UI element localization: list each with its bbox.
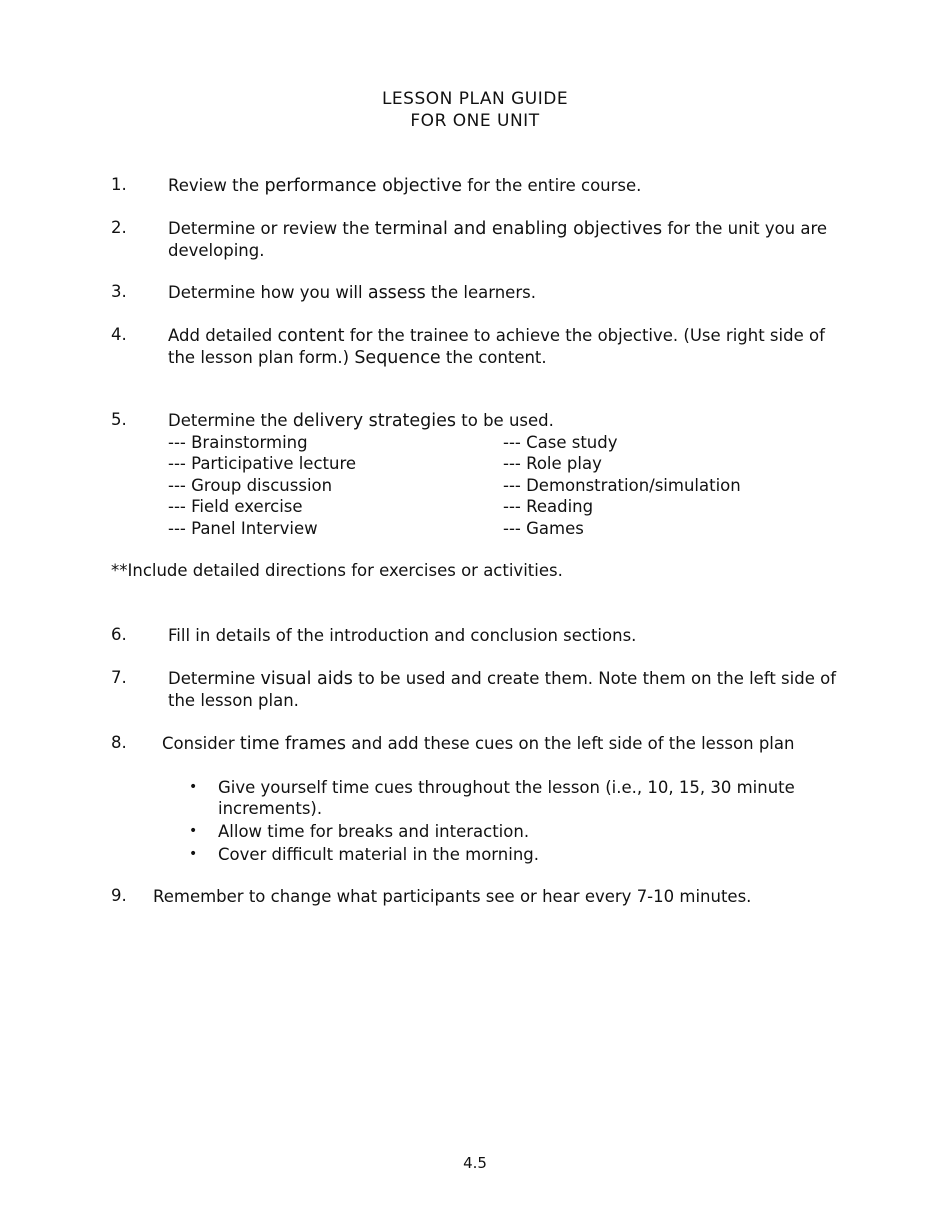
page-number: 4.5 (463, 1154, 487, 1172)
item-2-text: Determine or review the terminal and enabling objectives for the unit you are developing. (168, 219, 828, 260)
strategy-item: --- Games (503, 519, 584, 538)
strategy-item: --- Demonstration/simulation (503, 476, 741, 495)
item-4-text: Add detailed content for the trainee to achieve the objective. (Use right side of the lesson plan form.) Sequence the content. (168, 326, 825, 368)
strategy-item: --- Participative lecture (168, 454, 357, 473)
strategy-item: --- Case study (503, 433, 618, 452)
bullet-text: Cover difficult material in the morning. (218, 845, 540, 864)
strategy-item: --- Reading (503, 497, 594, 516)
page-title: LESSON PLAN GUIDE (381, 89, 569, 109)
bullet-icon: • (189, 779, 198, 795)
item-3-text: Determine how you will assess the learners. (168, 283, 536, 303)
item-9-text: Remember to change what participants see or hear every 7-10 minutes. (153, 887, 752, 906)
item-6-number: 6. (111, 625, 127, 644)
item-9-number: 9. (111, 886, 127, 905)
strategy-item: --- Field exercise (168, 497, 303, 516)
bullet-icon: • (189, 846, 198, 862)
item-7-number: 7. (111, 668, 127, 687)
item-8-number: 8. (111, 733, 127, 752)
item-5-text: Determine the delivery strategies to be used. (168, 411, 554, 431)
item-6-text: Fill in details of the introduction and conclusion sections. (168, 626, 637, 645)
strategy-item: --- Role play (503, 454, 602, 473)
bullet-text: Allow time for breaks and interaction. (218, 822, 530, 841)
activities-note: **Include detailed directions for exercises or activities. (111, 561, 563, 580)
page-subtitle: FOR ONE UNIT (410, 111, 540, 131)
item-5-number: 5. (111, 410, 127, 429)
item-8-text: Consider time frames and add these cues on the left side of the lesson plan (162, 734, 795, 754)
bullet-icon: • (189, 823, 198, 839)
strategy-item: --- Brainstorming (168, 433, 308, 452)
item-4-number: 4. (111, 325, 127, 344)
item-1-number: 1. (111, 175, 127, 194)
item-2-number: 2. (111, 218, 127, 237)
item-1-text: Review the performance objective for the entire course. (168, 176, 642, 196)
item-7-text: Determine visual aids to be used and create them. Note them on the left side of the lesson plan. (168, 669, 837, 710)
item-3-number: 3. (111, 282, 127, 301)
strategy-item: --- Panel Interview (168, 519, 318, 538)
strategy-item: --- Group discussion (168, 476, 333, 495)
bullet-text: Give yourself time cues throughout the lesson (i.e., 10, 15, 30 minute increments). (218, 778, 795, 818)
